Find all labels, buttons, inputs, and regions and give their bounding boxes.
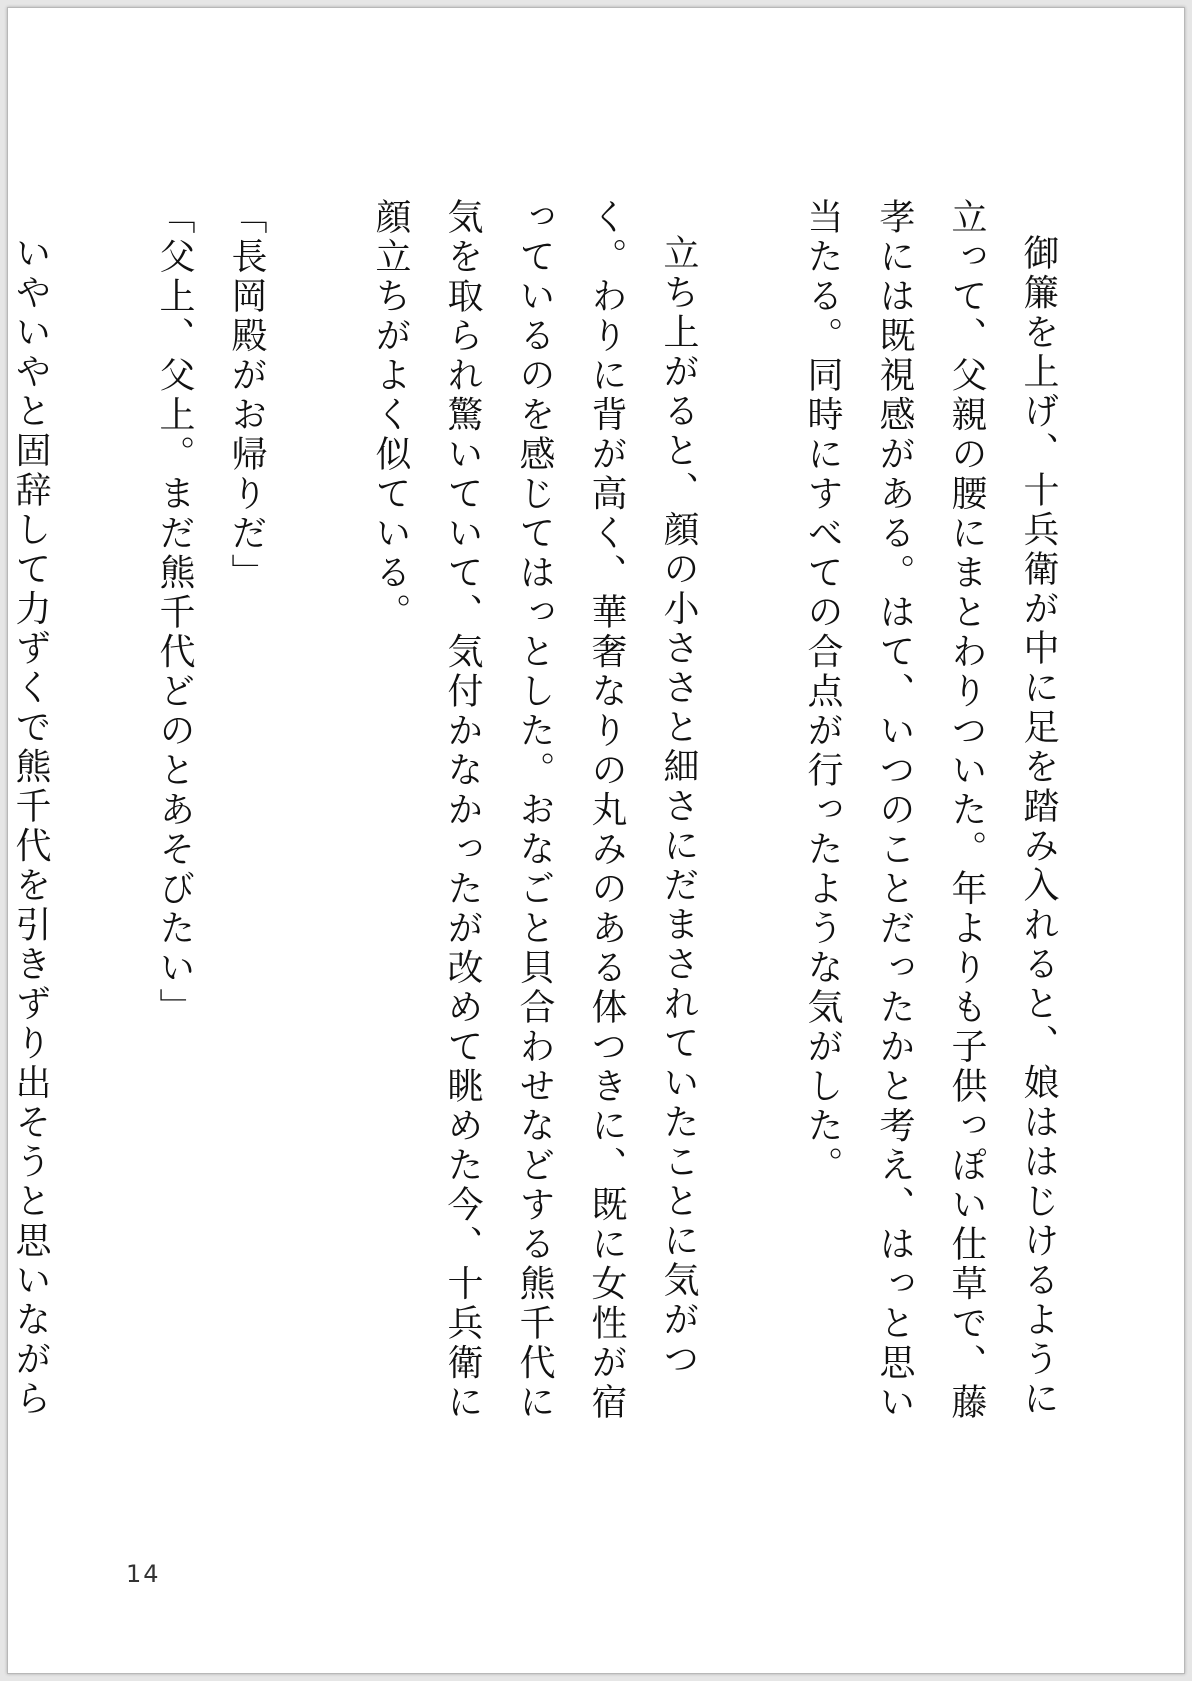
dialogue-line-1: 「長岡殿がお帰りだ」 — [226, 198, 267, 593]
text-run: いやいやと固辞して力ずくで熊千代を引きずり出そうと思いながら — [10, 234, 51, 1419]
paragraph-gap — [66, 198, 138, 1448]
book-page — [7, 7, 1185, 1674]
paragraph-1: 御簾を上げ、十兵衛が中に足を踏み入れると、娘ははじけるように立って、父親の腰にまとわりついた。年よりも子供っぽい仕草で、藤孝には既視感がある。はて、いつのことだったかと考え、はっと思い当たる。同時にすべての合点が行ったような気がした。 — [802, 198, 1059, 1423]
paragraph-gap — [714, 198, 786, 1448]
paragraph-2: 立ち上がると、顔の小ささと細さにだまされていたことに気がつく。わりに背が高く、華奢なりの丸みのある体つきに、既に女性が宿っているのを感じてはっとした。おなごと貝合わせなどする熊千代に気を取られ驚いていて、気付かなかったが改めて眺めた今、十兵衛に顔立ちがよく似ている。 — [370, 198, 699, 1423]
vertical-text-body — [0, 198, 1074, 1448]
paragraph-gap — [282, 198, 354, 1448]
dialogue-line-2: 「父上、父上。まだ熊千代どのとあそびたい」 — [154, 198, 195, 1028]
paragraph-5 — [0, 198, 66, 1448]
page-number: 14 — [126, 1560, 161, 1588]
